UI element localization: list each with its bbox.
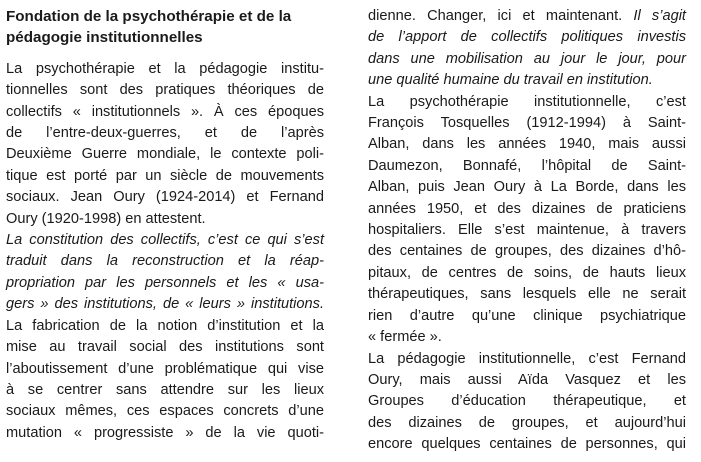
quote-line: une qualité humaine du travail en institution. bbox=[368, 72, 653, 89]
text-line: Oury (1920-1998) en attestent. bbox=[6, 210, 206, 227]
quote-line: propriation par les personnels et les « usa- bbox=[6, 274, 324, 291]
continuation-line bbox=[368, 6, 686, 27]
text-line: à se centrer sans attendre sur les lieux bbox=[6, 381, 324, 398]
continuation-lead: dienne. Changer, ici et maintenant. bbox=[368, 8, 623, 24]
text-line: encore quelques centaines de personnes, qui bbox=[368, 436, 686, 453]
quote-line: traduit dans la reconstruction et la réap- bbox=[6, 253, 324, 270]
quote-line: de l’apport de collectifs politiques investis bbox=[368, 29, 686, 46]
text-line: La pédagogie institutionnelle, c’est Fernand bbox=[368, 350, 686, 367]
text-line: hospitaliers. Elle s’est maintenue, à travers bbox=[368, 222, 686, 239]
quote-2 bbox=[368, 27, 686, 91]
text-line: « fermée ». bbox=[368, 329, 442, 346]
text-line: des dizaines de groupes, et aujourd’hui bbox=[368, 414, 686, 431]
text-line: thérapeutiques, sans lesquels elle ne serait bbox=[368, 286, 686, 303]
heading-line: pédagogie institutionnelles bbox=[6, 29, 203, 47]
paragraph-4 bbox=[368, 349, 686, 456]
text-line: mise au travail social des institutions sont bbox=[6, 339, 324, 356]
text-line: années 1950, et des dizaines de praticiens bbox=[368, 200, 686, 217]
text-line: des centaines de groupes, des dizaines d’hô- bbox=[368, 243, 686, 260]
heading-line: Fondation de la psychothérapie et de la bbox=[6, 8, 292, 25]
text-line: Alban, puis Jean Oury à La Borde, dans les bbox=[368, 179, 686, 196]
text-line: tique est porté par un siècle de mouvements bbox=[6, 167, 324, 184]
text-line: Deuxième Guerre mondiale, le contexte poli- bbox=[6, 146, 324, 163]
text-line: pitaux, de centres de soins, de hauts lieux bbox=[368, 264, 686, 281]
continuation-italic: Il s’agit bbox=[633, 8, 686, 24]
quote-1 bbox=[6, 230, 324, 316]
text-line: Daumezon, Bonnafé, l’hôpital de Saint- bbox=[368, 157, 686, 174]
text-line: de l’entre-deux-guerres, et de l’après bbox=[6, 125, 324, 142]
text-line: collectifs « institutionnels ». À ces époques bbox=[6, 103, 324, 120]
quote-line: La constitution des collectifs, c’est ce qui s’est bbox=[6, 232, 324, 249]
text-line: rien d’autre qu’une clinique psychiatrique bbox=[368, 307, 686, 324]
right-column bbox=[368, 6, 686, 456]
text-line: Alban, dans les années 1940, mais aussi bbox=[368, 136, 686, 153]
text-line: La psychothérapie et la pédagogie institu- bbox=[6, 60, 324, 77]
text-line: mutation « progressiste » de la vie quoti- bbox=[6, 424, 324, 441]
left-column bbox=[6, 6, 324, 444]
quote-line: gers » des institutions, de « leurs » institutions. bbox=[6, 296, 324, 313]
text-line: La fabrication de la notion d’institution et la bbox=[6, 317, 324, 334]
text-line: François Tosquelles (1912-1994) à Saint- bbox=[368, 115, 686, 132]
paragraph-2 bbox=[6, 316, 324, 444]
section-heading bbox=[6, 6, 324, 49]
text-line: sociaux. Jean Oury (1924-2014) et Fernand bbox=[6, 189, 324, 206]
text-line: Groupes d’éducation thérapeutique, et bbox=[368, 393, 686, 410]
text-line: tionnelles sont des pratiques théoriques de bbox=[6, 82, 324, 99]
text-line: sociaux mêmes, ces espaces concrets d’une bbox=[6, 403, 324, 420]
paragraph-3 bbox=[368, 92, 686, 349]
paragraph-1 bbox=[6, 59, 324, 230]
quote-line: dans une mobilisation au jour le jour, pour bbox=[368, 50, 686, 67]
text-line: La psychothérapie institutionnelle, c’est bbox=[368, 93, 686, 110]
text-line: Oury, mais aussi Aïda Vasquez et les bbox=[368, 371, 686, 388]
text-line: l’aboutissement d’une problématique qui vise bbox=[6, 360, 324, 377]
